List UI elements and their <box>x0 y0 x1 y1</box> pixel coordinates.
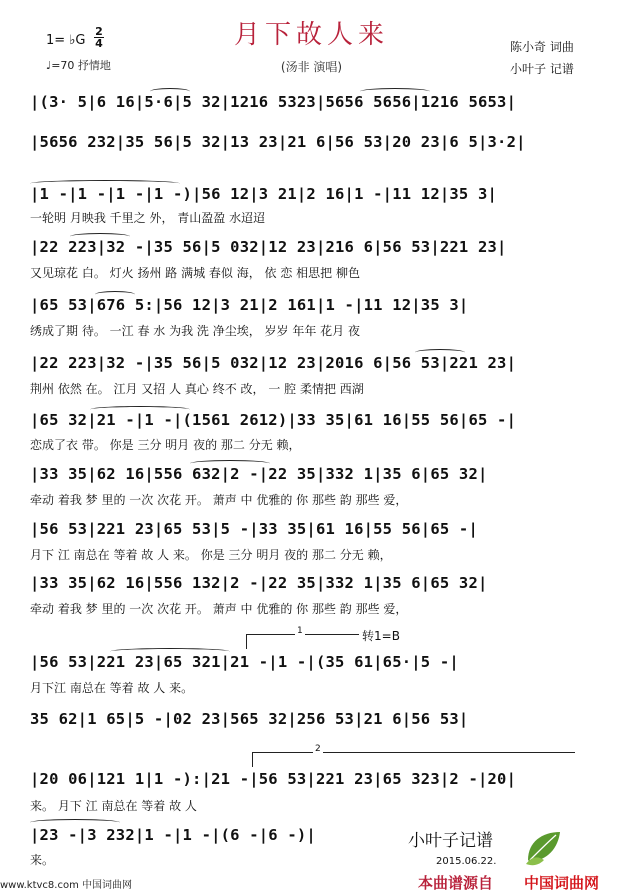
score-line-8-lyrics: 牵动 着我 梦 里的 一次 次花 开。 萧声 中 优雅的 你 那些 韵 那些 爱， <box>30 493 408 507</box>
song-title: 月下故人来 <box>233 20 389 50</box>
score-line-4-notes: |22 223|32 -|35 56|5 032|12 23|216 6|56 53|221 23| <box>30 238 507 256</box>
time-signature-top: 2 <box>95 25 103 38</box>
score-line-11-lyrics: 月下江 南总在 等着 故 人 来。 <box>30 681 194 695</box>
site-footer: www.ktvc8.com 中国词曲网 <box>0 880 133 891</box>
tempo-marking: ♩=70 抒情地 <box>46 59 111 72</box>
tea-leaf-icon <box>522 826 564 868</box>
transcriber-signature: 小叶子记谱 <box>408 831 493 851</box>
score-line-2-notes: |5656 232|35 56|5 32|13 23|21 6|56 53|20 23|6 5|3·2| <box>30 133 526 151</box>
slur-mark <box>150 88 190 95</box>
slur-mark <box>110 648 230 655</box>
score-line-5-lyrics: 绣成了期 待。 一江 春 水 为我 洗 净尘埃， 岁岁 年年 花月 夜 <box>30 324 360 338</box>
tie-mark <box>90 406 190 413</box>
score-line-10-lyrics: 牵动 着我 梦 里的 一次 次花 开。 萧声 中 优雅的 你 那些 韵 那些 爱， <box>30 602 408 616</box>
score-line-1-notes: |(3· 5|6 16|5·6|5 32|1216 5323|5656 5656|1216 5653| <box>30 93 517 111</box>
key-signature: 1= ♭G <box>46 33 86 48</box>
score-line-9-notes: |56 53|221 23|65 53|5 -|33 35|61 16|55 56|65 -| <box>30 520 478 538</box>
transcriber-credit: 小叶子 记谱 <box>510 62 574 76</box>
score-line-13-notes: |20 06|121 1|1 -):|21 -|56 53|221 23|65 323|2 -|20| <box>30 770 517 788</box>
slur-mark <box>70 233 130 240</box>
score-line-11-notes: |56 53|221 23|65 321|21 -|1 -|(35 61|65·|5 -| <box>30 653 459 671</box>
score-line-5-notes: |65 53|676 5:|56 12|3 21|2 161|1 -|11 12|35 3| <box>30 296 469 314</box>
score-line-3-lyrics: 一轮明 月映我 千里之 外， 青山盈盈 水迢迢 <box>30 211 266 225</box>
tie-mark <box>30 819 120 826</box>
singer-credit: (汤非 演唱) <box>280 60 343 74</box>
score-line-7-notes: |65 32|21 -|1 -|(1561 2612)|33 35|61 16|55 56|65 -| <box>30 411 517 429</box>
score-line-8-notes: |33 35|62 16|556 632|2 -|22 35|332 1|35 6|65 32| <box>30 465 488 483</box>
tie-mark <box>30 180 180 187</box>
key-change-label: 转1=B <box>362 629 400 643</box>
slur-mark <box>415 349 465 356</box>
score-line-13-lyrics: 来。 月下 江 南总在 等着 故 人 <box>30 799 197 813</box>
time-signature <box>94 26 104 49</box>
score-line-14-lyrics: 来。 <box>30 853 55 867</box>
signature-date: 2015.06.22. <box>436 856 497 867</box>
brand-logo-text: 中国词曲网 <box>524 874 600 892</box>
slur-mark <box>360 88 430 95</box>
second-ending-bracket <box>252 744 575 767</box>
score-line-14-notes: |23 -|3 232|1 -|1 -|(6 -|6 -)| <box>30 826 316 844</box>
source-label: 本曲谱源自 <box>418 874 494 892</box>
first-ending-bracket <box>246 626 359 649</box>
score-line-12-notes: 35 62|1 65|5 -|02 23|565 32|256 53|21 6|56 53| <box>30 710 469 728</box>
score-line-3-notes: |1 -|1 -|1 -|1 -)|56 12|3 21|2 16|1 -|11 12|35 3| <box>30 185 498 203</box>
score-line-6-notes: |22 223|32 -|35 56|5 032|12 23|2016 6|56 53|221 23| <box>30 354 517 372</box>
volta-2-label: 2 <box>315 744 321 754</box>
score-line-10-notes: |33 35|62 16|556 132|2 -|22 35|332 1|35 6|65 32| <box>30 574 488 592</box>
time-signature-bottom: 4 <box>95 37 103 50</box>
score-line-9-lyrics: 月下 江 南总在 等着 故 人 来。 你是 三分 明月 夜的 那二 分无 赖， <box>30 548 392 562</box>
volta-1-label: 1 <box>297 626 303 636</box>
score-line-4-lyrics: 又见琼花 白。 灯火 扬州 路 满城 春似 海， 依 恋 相思把 柳色 <box>30 266 360 280</box>
lyricist-credit: 陈小奇 词曲 <box>510 40 574 54</box>
score-line-6-lyrics: 荆州 依然 在。 江月 又招 人 真心 终不 改， 一 腔 柔情把 西湖 <box>30 382 364 396</box>
slur-mark <box>190 460 270 467</box>
score-line-7-lyrics: 恋成了衣 带。 你是 三分 明月 夜的 那二 分无 赖， <box>30 438 301 452</box>
slur-mark <box>95 291 135 298</box>
